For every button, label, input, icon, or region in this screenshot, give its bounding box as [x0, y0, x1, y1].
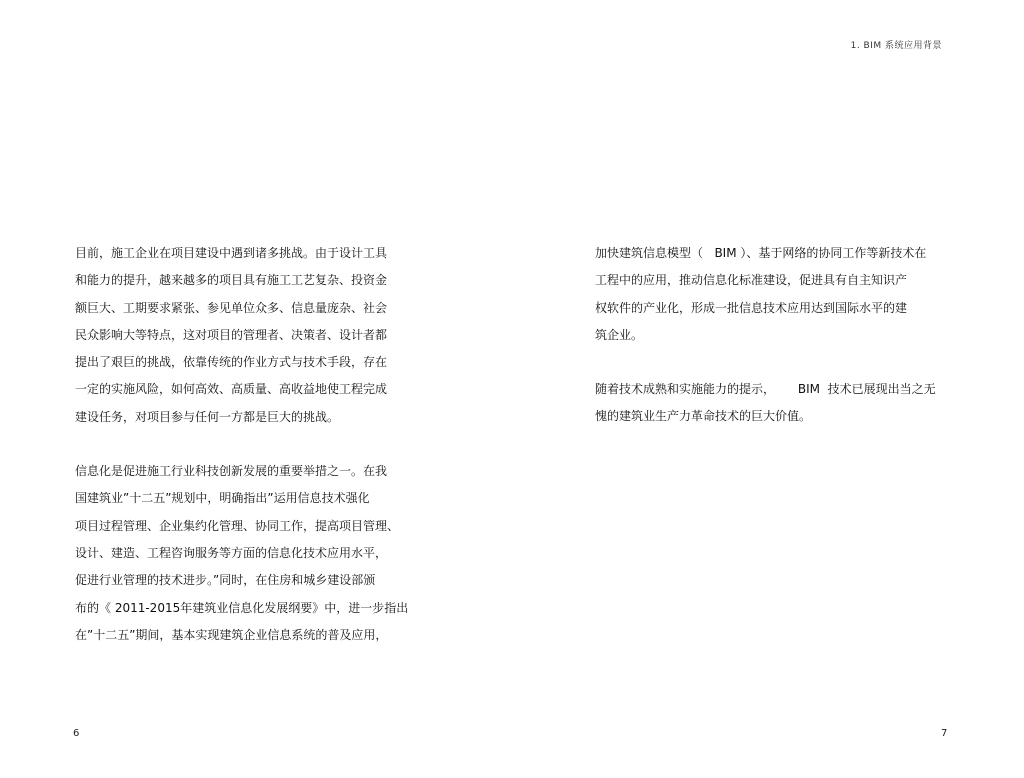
- text-line: 建设任务，对项目参与任何一方都是巨大的挑战。: [75, 409, 340, 424]
- text-line: 筑企业。: [595, 327, 644, 342]
- text-line: 随着技术成熟和实施能力的提示， BIM 技术已展现出当之无: [595, 382, 936, 397]
- text-line: 权软件的产业化，形成一批信息技术应用达到国际水平的建: [595, 300, 908, 315]
- paragraph-gap: [75, 431, 425, 458]
- text-line: 愧的建筑业生产力革命技术的巨大价值。: [595, 409, 812, 424]
- paragraph-gap: [595, 349, 955, 376]
- text-line: 额巨大、工期要求紧张、参见单位众多、信息量庞杂、社会: [75, 300, 388, 315]
- text-line: 国建筑业”十二五”规划中，明确指出”运用信息技术强化: [75, 491, 370, 506]
- text-line: 加快建筑信息模型（ BIM ）、基于网络的协同工作等新技术在: [595, 246, 927, 260]
- right-page-body: [595, 240, 955, 431]
- text-line: 促进行业管理的技术进步。”同时，在住房和城乡建设部颁: [75, 573, 376, 588]
- paragraph-bim-promotion: [595, 240, 955, 349]
- text-line: 信息化是促进施工行业科技创新发展的重要举措之一。在我: [75, 464, 388, 479]
- page-number-right: 7: [941, 728, 948, 739]
- text-line: 设计、建造、工程咨询服务等方面的信息化技术应用水平，: [75, 545, 388, 560]
- paragraph-informatization: [75, 458, 425, 649]
- text-line: 一定的实施风险，如何高效、高质量、高收益地使工程完成: [75, 382, 388, 397]
- text-line: 和能力的提升，越来越多的项目具有施工工艺复杂、投资金: [75, 273, 388, 288]
- text-line: 在”十二五”期间，基本实现建筑企业信息系统的普及应用，: [75, 627, 388, 642]
- text-line: 布的《 2011-2015年建筑业信息化发展纲要》中，进一步指出: [75, 600, 409, 615]
- text-line: 提出了艰巨的挑战，依靠传统的作业方式与技术手段，存在: [75, 355, 388, 370]
- paragraph-challenges: [75, 240, 425, 431]
- text-line: 项目过程管理、企业集约化管理、协同工作，提高项目管理、: [75, 518, 400, 533]
- text-line: 工程中的应用，推动信息化标准建设，促进具有自主知识产: [595, 273, 908, 288]
- running-header: 1. BIM 系统应用背景: [850, 41, 942, 51]
- page-number-left: 6: [73, 728, 80, 739]
- text-line: 民众影响大等特点，这对项目的管理者、决策者、设计者都: [75, 327, 388, 342]
- paragraph-bim-value: [595, 376, 955, 431]
- left-page-body: [75, 240, 425, 649]
- text-line: 目前，施工企业在项目建设中遇到诸多挑战。由于设计工具: [75, 246, 388, 260]
